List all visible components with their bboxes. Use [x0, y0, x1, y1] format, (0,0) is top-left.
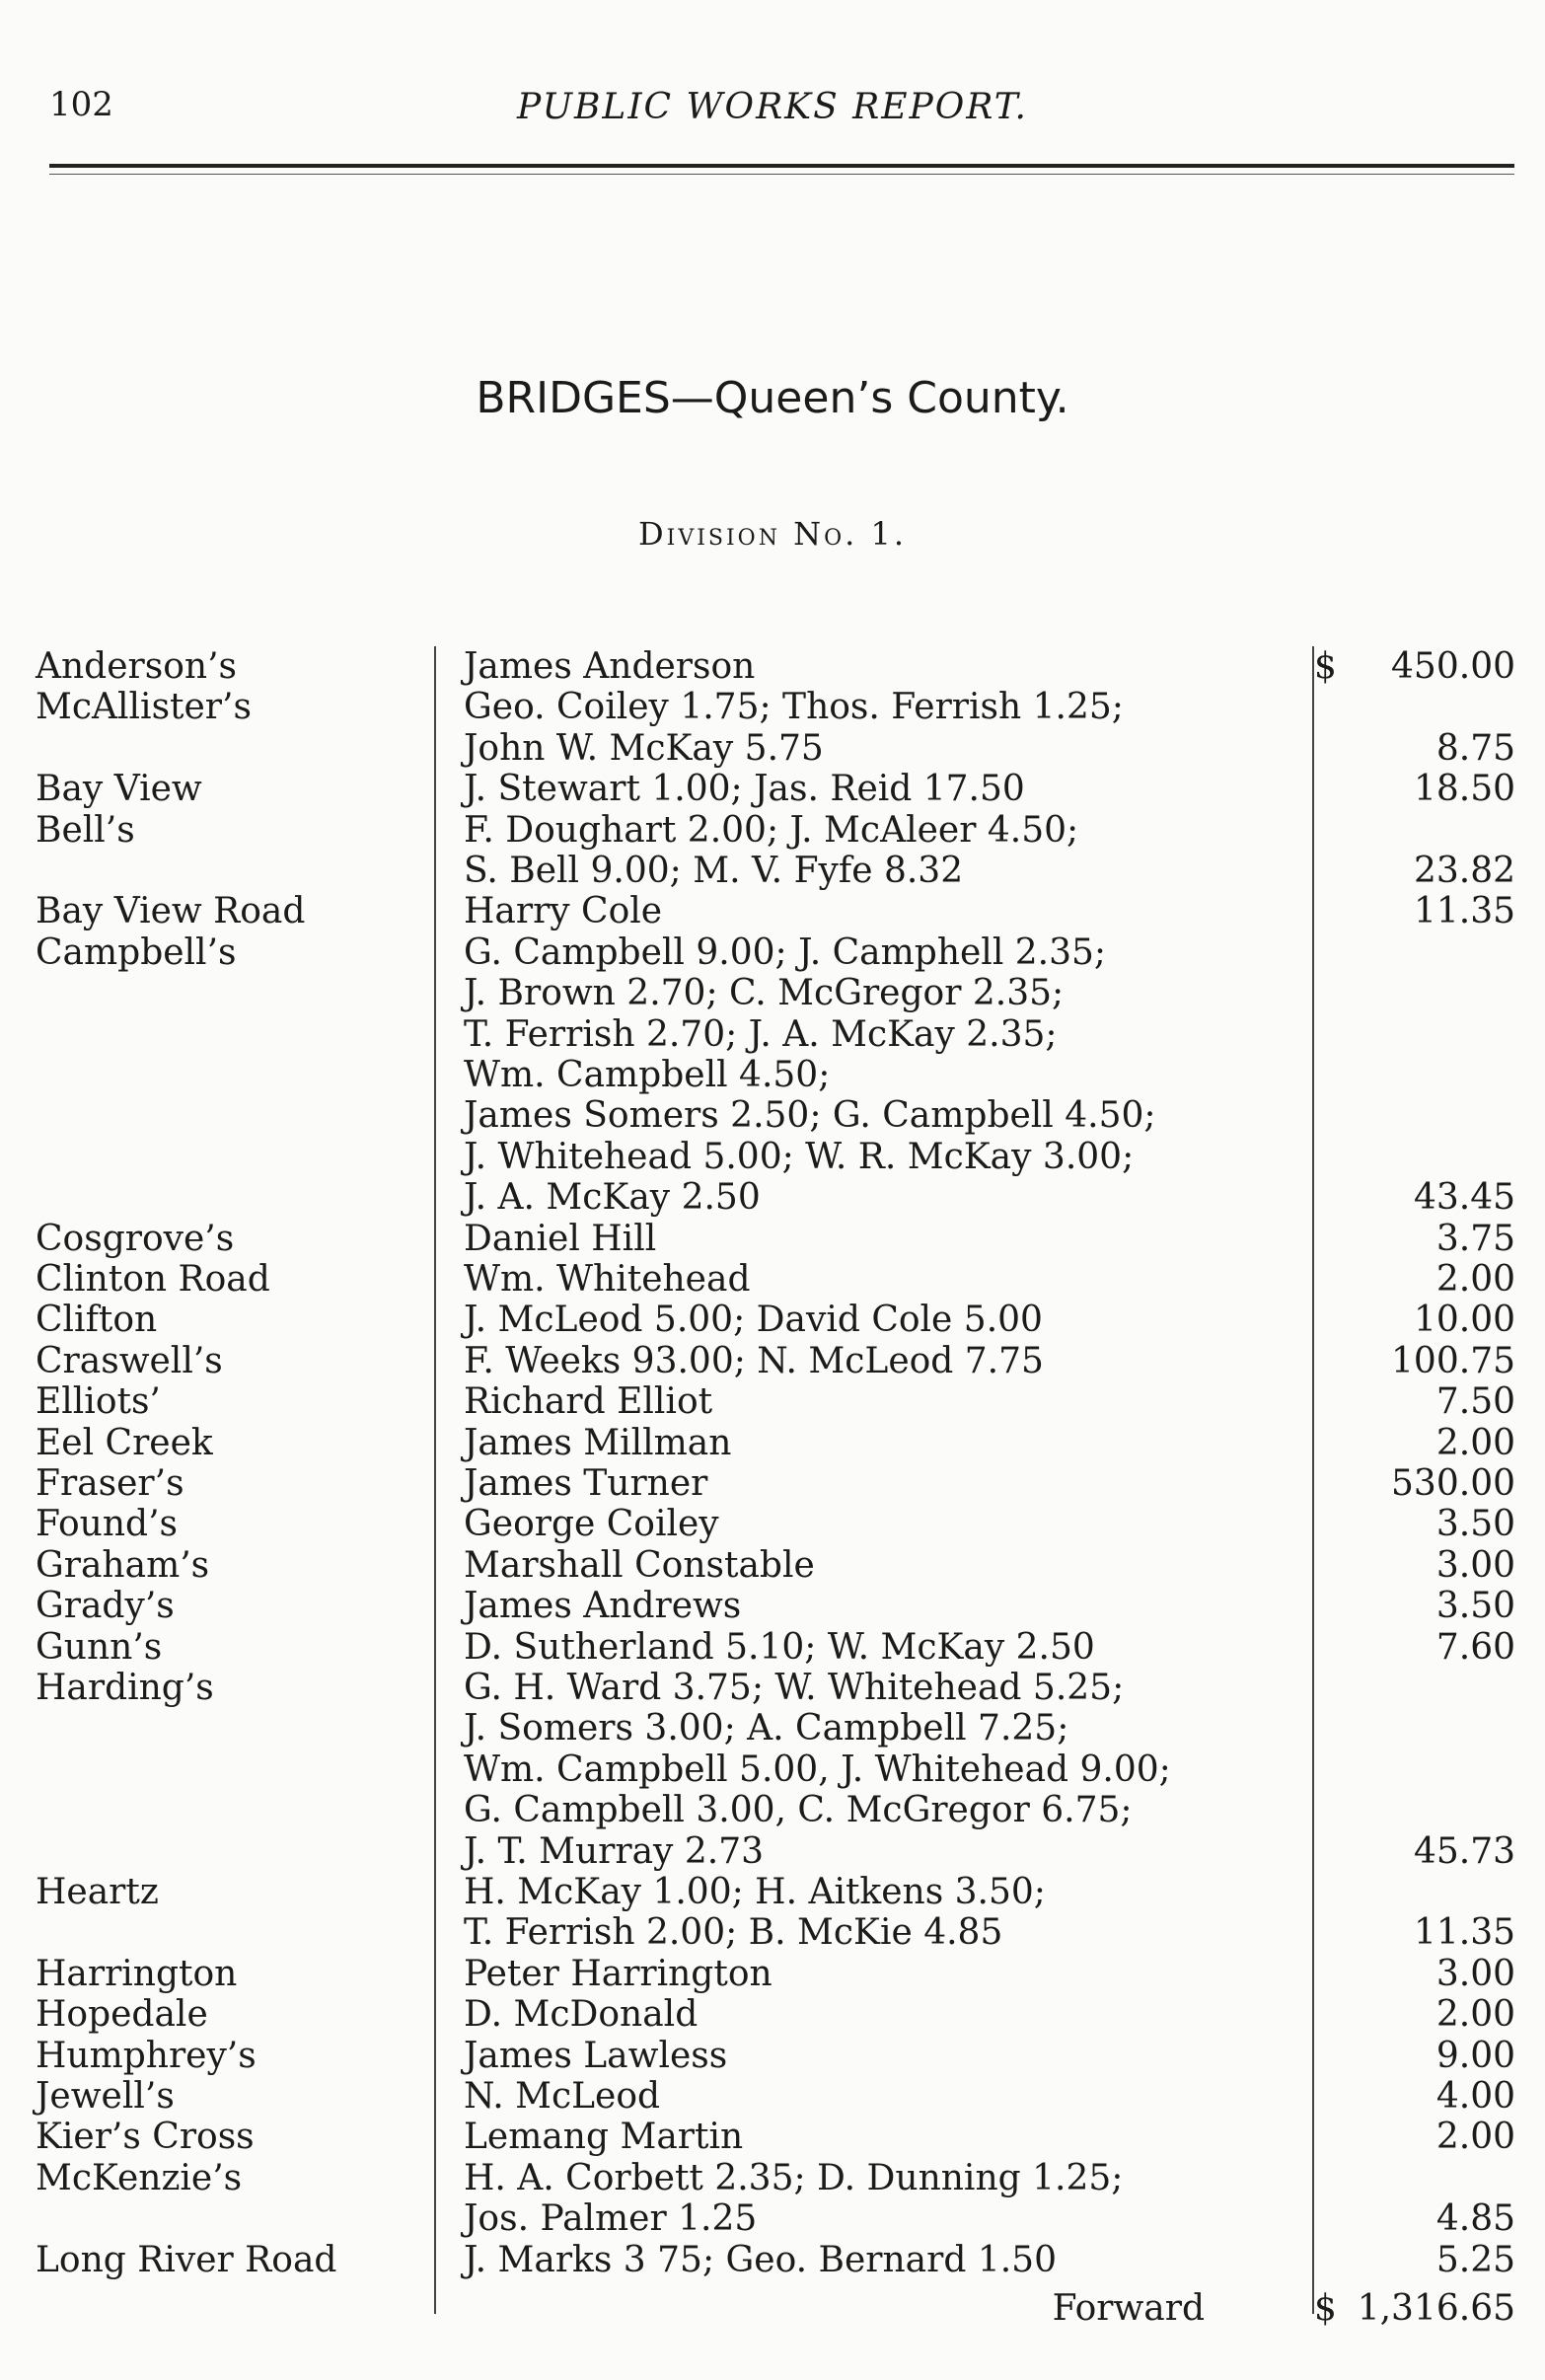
ledger-row	[0, 1872, 1545, 1913]
bridge-name: Bay View	[36, 769, 202, 810]
header-rule-thin	[49, 174, 1514, 175]
ledger-row	[0, 646, 1545, 688]
payee-entry: Jos. Palmer 1.25	[464, 2198, 758, 2240]
ledger-row	[0, 1545, 1545, 1587]
bridge-name: Hopedale	[36, 1994, 208, 2036]
payee-entry: James Lawless	[464, 2035, 728, 2076]
ledger-row	[0, 1994, 1545, 2036]
amount-value: 3.75	[1435, 1218, 1515, 1259]
bridge-name: Eel Creek	[36, 1422, 213, 1463]
ledger-row	[0, 851, 1545, 892]
ledger-row	[0, 1177, 1545, 1219]
amount-value: 7.60	[1435, 1626, 1515, 1668]
bridge-name: McKenzie’s	[36, 2157, 243, 2198]
payee-entry: N. McLeod	[464, 2076, 661, 2117]
amount-value: 530.00	[1391, 1463, 1515, 1504]
ledger-row	[0, 932, 1545, 974]
forward-amount: 1,316.65	[1357, 2288, 1515, 2329]
running-head: PUBLIC WORKS REPORT.	[517, 87, 1028, 127]
ledger-row	[0, 1504, 1545, 1545]
payee-entry: D. Sutherland 5.10; W. McKay 2.50	[464, 1626, 1095, 1668]
payee-entry: H. A. Corbett 2.35; D. Dunning 1.25;	[464, 2157, 1124, 2198]
amount-value: 3.00	[1435, 1953, 1515, 1994]
ledger-row	[0, 1627, 1545, 1669]
ledger-row	[0, 1300, 1545, 1341]
amount-value: 450.00	[1391, 646, 1515, 687]
ledger-row	[0, 973, 1545, 1014]
payee-entry: G. Campbell 9.00; J. Camphell 2.35;	[464, 931, 1107, 973]
bridge-name: Harrington	[36, 1953, 238, 1994]
amount-value: 45.73	[1413, 1830, 1515, 1872]
bridge-name: Graham’s	[36, 1544, 210, 1586]
ledger-row	[0, 1954, 1545, 1995]
payee-entry: Richard Elliot	[464, 1381, 713, 1423]
page-number: 102	[49, 85, 113, 124]
payee-entry: John W. McKay 5.75	[464, 727, 824, 769]
payee-entry: Daniel Hill	[464, 1218, 657, 1259]
bridge-name: Bay View Road	[36, 891, 306, 932]
payee-entry: Peter Harrington	[464, 1953, 772, 1994]
ledger-row	[0, 1586, 1545, 1627]
amount-value: 43.45	[1413, 1177, 1515, 1219]
ledger-row	[0, 1708, 1545, 1749]
bridge-name: Gunn’s	[36, 1626, 163, 1668]
ledger-row	[0, 2198, 1545, 2240]
payee-entry: Lemang Martin	[464, 2117, 744, 2158]
bridge-name: Elliots’	[36, 1381, 161, 1423]
ledger-row	[0, 1014, 1545, 1056]
bridge-name: Heartz	[36, 1872, 159, 1912]
ledger-row	[0, 1055, 1545, 1096]
payee-entry: James Anderson	[464, 646, 756, 687]
payee-entry: Geo. Coiley 1.75; Thos. Ferrish 1.25;	[464, 687, 1124, 728]
payee-entry: S. Bell 9.00; M. V. Fyfe 8.32	[464, 851, 964, 891]
payee-entry: J. Stewart 1.00; Jas. Reid 17.50	[464, 769, 1025, 810]
bridge-name: Campbell’s	[36, 931, 237, 973]
payee-entry: T. Ferrish 2.00; B. McKie 4.85	[464, 1912, 1003, 1954]
bridge-name: Long River Road	[36, 2239, 337, 2280]
ledger-row	[0, 1219, 1545, 1260]
ledger-row	[0, 810, 1545, 852]
bridge-name: Harding’s	[36, 1668, 214, 1708]
ledger-row	[0, 1259, 1545, 1301]
ledger-row	[0, 1463, 1545, 1505]
ledger-row	[0, 2076, 1545, 2118]
dollar-sign: $	[1314, 2288, 1337, 2329]
amount-value: 10.00	[1413, 1300, 1515, 1341]
payee-entry: T. Ferrish 2.70; J. A. McKay 2.35;	[464, 1013, 1058, 1055]
bridge-name: Cosgrove’s	[36, 1218, 235, 1259]
ledger-row	[0, 1095, 1545, 1137]
ledger	[0, 646, 1545, 2329]
ledger-row	[0, 2240, 1545, 2281]
payee-entry: J. A. McKay 2.50	[464, 1177, 761, 1219]
payee-entry: J. Marks 3 75; Geo. Bernard 1.50	[464, 2239, 1057, 2280]
payee-entry: James Turner	[464, 1463, 708, 1504]
ledger-row	[0, 2036, 1545, 2077]
amount-value: 2.00	[1435, 1994, 1515, 2036]
bridge-name: Humphrey’s	[36, 2035, 257, 2076]
ledger-row	[0, 1912, 1545, 1954]
bridge-name: Clinton Road	[36, 1259, 270, 1300]
ledger-row	[0, 1831, 1545, 1873]
bridge-name: Jewell’s	[36, 2076, 175, 2117]
amount-value: 3.50	[1435, 1586, 1515, 1627]
payee-entry: Wm. Whitehead	[464, 1259, 751, 1300]
amount-value: 7.50	[1435, 1381, 1515, 1423]
bridge-name: Bell’s	[36, 809, 135, 851]
payee-entry: James Andrews	[464, 1586, 742, 1627]
division-heading: Division No. 1.	[637, 515, 908, 553]
payee-entry: F. Weeks 93.00; N. McLeod 7.75	[464, 1340, 1044, 1381]
amount-value: 2.00	[1435, 1259, 1515, 1300]
payee-entry: J. Somers 3.00; A. Campbell 7.25;	[464, 1708, 1069, 1749]
payee-entry: F. Doughart 2.00; J. McAleer 4.50;	[464, 809, 1079, 851]
amount-value: 11.35	[1413, 891, 1515, 932]
amount-value: 4.85	[1435, 2198, 1515, 2240]
bridge-name: Found’s	[36, 1504, 179, 1545]
amount-value: 18.50	[1413, 769, 1515, 810]
amount-value: 5.25	[1435, 2239, 1515, 2280]
payee-entry: Wm. Campbell 4.50;	[464, 1055, 831, 1095]
payee-entry: D. McDonald	[464, 1994, 699, 2036]
bridge-name: Kier’s Cross	[36, 2117, 255, 2158]
ledger-row	[0, 891, 1545, 932]
payee-entry: J. Whitehead 5.00; W. R. McKay 3.00;	[464, 1136, 1135, 1177]
payee-entry: H. McKay 1.00; H. Aitkens 3.50;	[464, 1872, 1046, 1912]
bridge-name: Fraser’s	[36, 1463, 184, 1504]
payee-entry: Harry Cole	[464, 891, 663, 932]
ledger-row	[0, 1137, 1545, 1178]
amount-value: 4.00	[1435, 2076, 1515, 2117]
ledger-row	[0, 687, 1545, 728]
bridge-name: McAllister’s	[36, 687, 252, 728]
bridge-name: Craswell’s	[36, 1340, 223, 1381]
bridge-name: Anderson’s	[36, 646, 237, 687]
ledger-row	[0, 728, 1545, 770]
payee-entry: George Coiley	[464, 1504, 719, 1545]
amount-value: 3.50	[1435, 1504, 1515, 1545]
payee-entry: G. Campbell 3.00, C. McGregor 6.75;	[464, 1790, 1133, 1831]
bridge-name: Grady’s	[36, 1586, 175, 1627]
payee-entry: Wm. Campbell 5.00, J. Whitehead 9.00;	[464, 1748, 1171, 1790]
ledger-row	[0, 2117, 1545, 2158]
ledger-row	[0, 1790, 1545, 1831]
header-rule-thick	[49, 164, 1514, 168]
payee-entry: G. H. Ward 3.75; W. Whitehead 5.25;	[464, 1668, 1125, 1708]
payee-entry: J. Brown 2.70; C. McGregor 2.35;	[464, 973, 1065, 1014]
payee-entry: James Somers 2.50; G. Campbell 4.50;	[464, 1095, 1156, 1137]
amount-value: 2.00	[1435, 1422, 1515, 1463]
forward-row	[0, 2288, 1545, 2330]
forward-label: Forward	[1052, 2288, 1205, 2329]
payee-entry: James Millman	[464, 1422, 732, 1463]
payee-entry: Marshall Constable	[464, 1544, 815, 1586]
amount-value: 8.75	[1435, 727, 1515, 769]
amount-value: 3.00	[1435, 1544, 1515, 1586]
dollar-sign: $	[1314, 646, 1337, 687]
ledger-row	[0, 1381, 1545, 1423]
payee-entry: J. McLeod 5.00; David Cole 5.00	[464, 1300, 1043, 1341]
amount-value: 100.75	[1391, 1340, 1515, 1381]
ledger-row	[0, 1341, 1545, 1382]
amount-value: 11.35	[1413, 1912, 1515, 1954]
ledger-row	[0, 1423, 1545, 1464]
amount-value: 23.82	[1413, 851, 1515, 891]
ledger-row	[0, 2158, 1545, 2199]
ledger-row	[0, 1749, 1545, 1791]
bridge-name: Clifton	[36, 1300, 158, 1341]
amount-value: 2.00	[1435, 2117, 1515, 2158]
payee-entry: J. T. Murray 2.73	[464, 1830, 764, 1872]
page-title: BRIDGES—Queen’s County.	[476, 373, 1069, 423]
amount-value: 9.00	[1435, 2035, 1515, 2076]
ledger-row	[0, 769, 1545, 810]
ledger-row	[0, 1668, 1545, 1709]
